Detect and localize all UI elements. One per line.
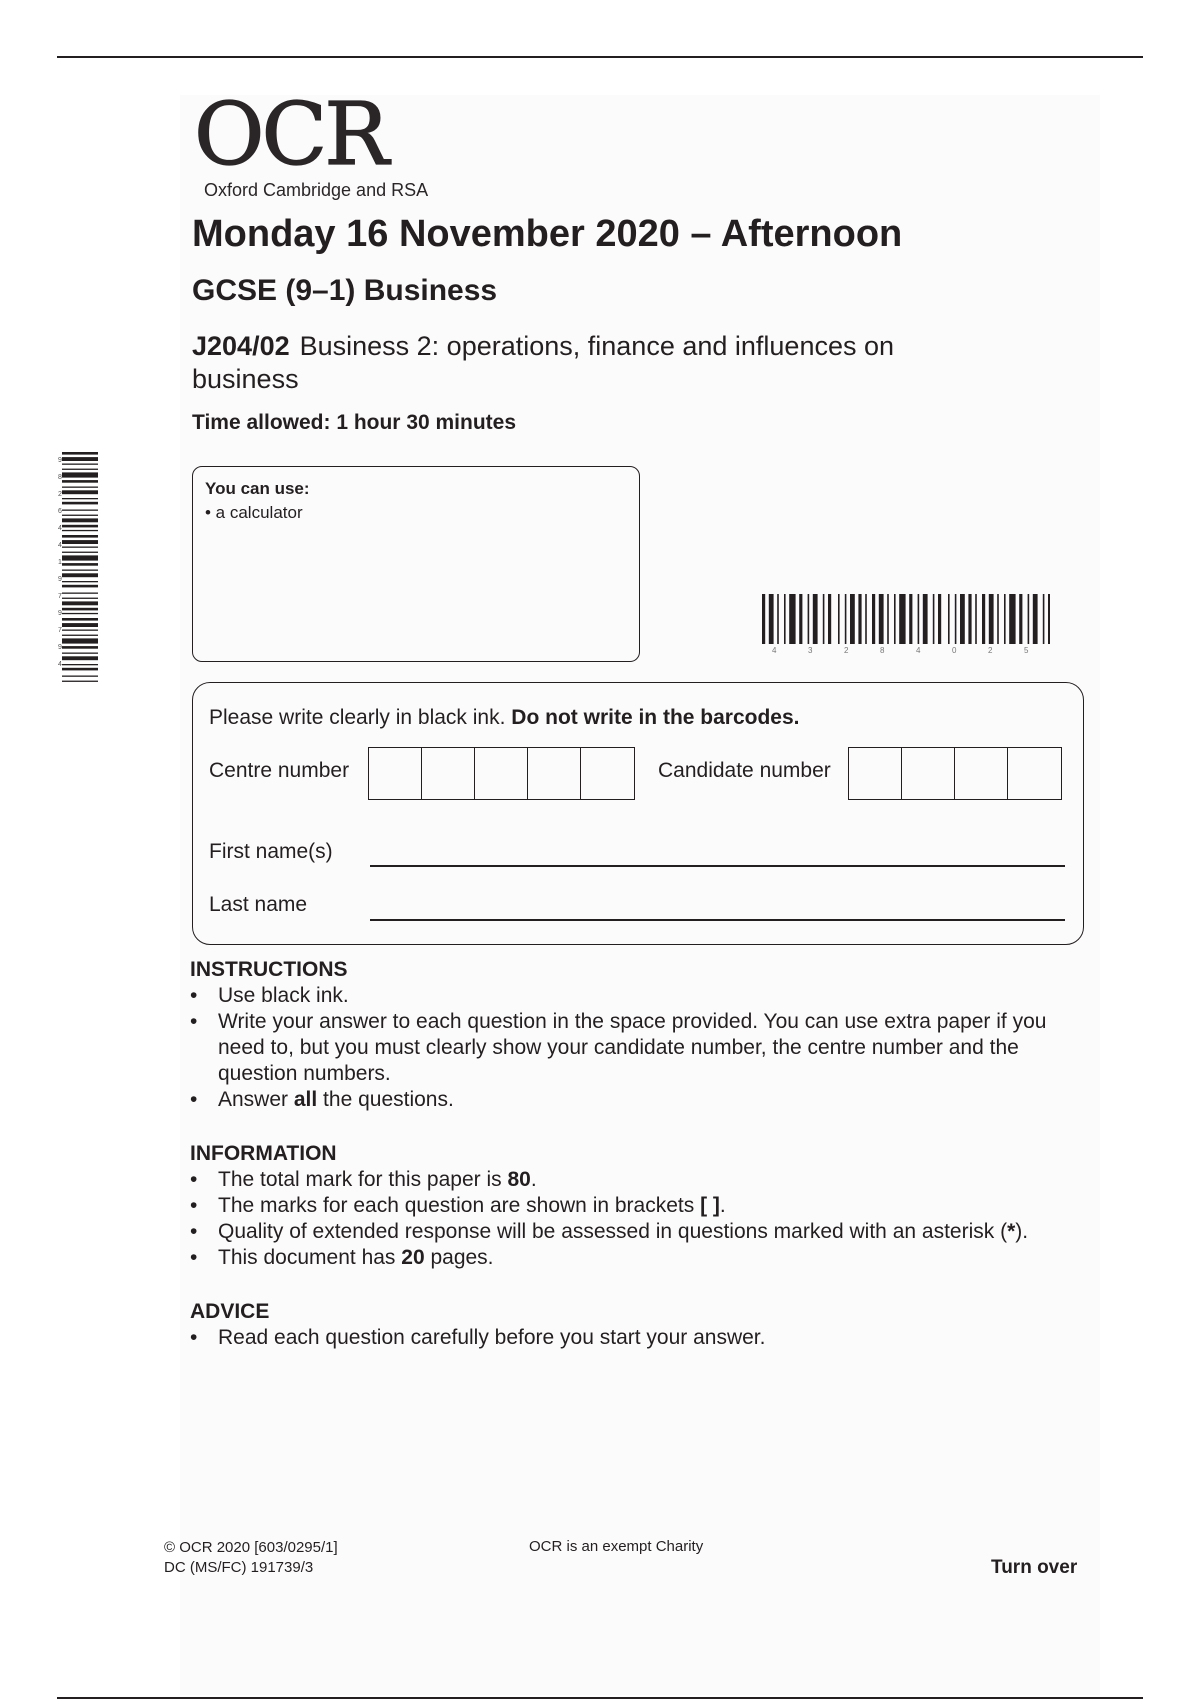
- you-can-use-item: • a calculator: [205, 503, 303, 522]
- barcode-bar: [62, 573, 98, 577]
- time-allowed: Time allowed: 1 hour 30 minutes: [192, 411, 517, 434]
- barcode-bar: [879, 594, 884, 644]
- barcode-bar: [948, 594, 950, 644]
- first-name-label: First name(s): [209, 840, 333, 863]
- candidate-number-field[interactable]: [848, 747, 1062, 800]
- barcode-bar: [62, 613, 98, 614]
- barcode-bar: [872, 594, 875, 644]
- barcode-bar: [918, 594, 920, 644]
- advice-section: [190, 1299, 1090, 1351]
- barcode-bar: [858, 594, 861, 644]
- main-barcode-digit: 3: [808, 646, 813, 654]
- barcode-bar: [989, 594, 994, 644]
- side-barcode-digit: 4: [58, 525, 62, 532]
- charity-note: OCR is an exempt Charity: [529, 1538, 704, 1555]
- advice-item: • Read each question carefully before you start your answer.: [190, 1326, 766, 1349]
- top-rule: [57, 56, 1143, 58]
- barcode-bar: [62, 618, 98, 621]
- barcode-bar: [933, 594, 935, 644]
- barcode-bar: [62, 535, 98, 538]
- barcode-bar: [62, 630, 98, 631]
- main-barcode-digit: 4: [772, 646, 777, 654]
- barcode-bar: [865, 594, 867, 644]
- side-barcode-digit: 7: [58, 593, 62, 600]
- information-item: • The marks for each question are shown in brackets [ ].: [190, 1194, 726, 1217]
- barcode-bar: [62, 457, 98, 461]
- barcode-bar: [62, 490, 98, 494]
- paper-code: J204/02: [192, 331, 290, 361]
- barcode-bar: [62, 552, 98, 553]
- barcode-bar: [828, 594, 831, 644]
- barcode-bar: [62, 510, 98, 511]
- barcode-bar: [799, 594, 802, 644]
- barcode-bar: [62, 555, 98, 560]
- centre-digit-cell[interactable]: [475, 748, 528, 799]
- ink-instruction-text: Please write clearly in black ink.: [209, 706, 512, 729]
- barcode-bar: [62, 635, 98, 636]
- qualification-title: GCSE (9–1) Business: [192, 274, 498, 307]
- barcode-bar: [1019, 594, 1022, 644]
- centre-digit-cell[interactable]: [528, 748, 581, 799]
- barcode-bar: [62, 653, 98, 654]
- barcode-bar: [62, 530, 98, 531]
- instruction-item: • Write your answer to each question in the space provided. You can use extra paper if you need to, but you must clearly show your candidate number, the centre number and the question numbers.: [190, 1010, 1047, 1085]
- ink-instruction: [209, 706, 800, 730]
- barcode-bar: [62, 668, 98, 671]
- you-can-use-box: [192, 466, 640, 662]
- candidate-digit-cell[interactable]: [1008, 748, 1061, 799]
- logo-mark: OCR: [194, 85, 387, 185]
- side-barcode-digit: 1: [58, 559, 62, 566]
- barcode-bar: [62, 469, 98, 470]
- barcode-bar: [62, 598, 98, 599]
- barcode-warning: Do not write in the barcodes.: [511, 706, 800, 729]
- document-reference: DC (MS/FC) 191739/3: [164, 1559, 314, 1576]
- barcode-bar: [62, 515, 98, 516]
- barcode-bar: [1028, 594, 1030, 644]
- barcode-bar: [899, 594, 905, 644]
- barcode-bar: [997, 594, 999, 644]
- instructions-heading: INSTRUCTIONS: [190, 958, 348, 981]
- candidate-number-label: Candidate number: [658, 759, 831, 782]
- bottom-rule: [57, 1697, 1143, 1699]
- centre-digit-cell[interactable]: [581, 748, 634, 799]
- side-barcode: [56, 452, 98, 682]
- barcode-bar: [62, 452, 98, 455]
- logo-subtitle: Oxford Cambridge and RSA: [204, 180, 429, 200]
- barcode-bar: [62, 638, 98, 643]
- side-barcode-digit: 7: [58, 627, 62, 634]
- barcode-bar: [62, 623, 98, 627]
- information-heading: INFORMATION: [190, 1142, 337, 1165]
- footer-copyright: [164, 1538, 338, 1578]
- centre-digit-cell[interactable]: [369, 748, 422, 799]
- advice-heading: ADVICE: [190, 1300, 270, 1323]
- barcode-bar: [62, 676, 98, 677]
- barcode-bar: [62, 518, 98, 522]
- barcode-bar: [62, 608, 98, 611]
- barcode-bar: [784, 594, 786, 644]
- barcode-bar: [62, 681, 98, 682]
- barcode-bar: [62, 480, 98, 483]
- barcode-bar: [955, 594, 957, 644]
- copyright-text: © OCR 2020 [603/0295/1]: [164, 1539, 338, 1556]
- side-barcode-digit: 9: [58, 576, 62, 583]
- main-barcode-digit: 2: [988, 646, 993, 654]
- side-barcode-digit: 4: [58, 661, 62, 668]
- side-barcode-digit: 9: [58, 610, 62, 617]
- side-barcode-digit: 9: [58, 644, 62, 651]
- instruction-item: • Use black ink.: [190, 984, 349, 1007]
- first-name-field[interactable]: [370, 865, 1065, 867]
- exam-date: Monday 16 November 2020 – Afternoon: [192, 213, 903, 255]
- information-item: • This document has 20 pages.: [190, 1246, 494, 1269]
- centre-number-label: Centre number: [209, 759, 350, 782]
- barcode-bar: [887, 594, 889, 644]
- main-barcode-digit: 4: [916, 646, 921, 654]
- barcode-bar: [62, 656, 98, 660]
- side-barcode-digit: 6: [58, 508, 62, 515]
- main-barcode-digit: 2: [844, 646, 849, 654]
- instructions-section: [190, 957, 1090, 1113]
- barcode-bar: [960, 594, 965, 644]
- ocr-logo: [194, 85, 429, 201]
- barcode-bar: [1009, 594, 1015, 644]
- barcode-bar: [62, 581, 98, 582]
- barcode-bar: [938, 594, 941, 644]
- barcode-bar: [62, 547, 98, 548]
- barcode-bar: [62, 570, 98, 571]
- side-barcode-digit: 2: [58, 491, 62, 498]
- barcode-bar: [62, 498, 98, 499]
- candidate-digit-cell[interactable]: [902, 748, 955, 799]
- barcode-bar: [1048, 594, 1050, 644]
- main-barcode-digit: 8: [880, 646, 885, 654]
- barcode-bar: [769, 594, 774, 644]
- barcode-bar: [968, 594, 971, 644]
- barcode-bar: [777, 594, 779, 644]
- barcode-bar: [62, 525, 98, 528]
- barcode-bar: [1033, 594, 1038, 644]
- main-barcode-digit: 0: [952, 646, 957, 654]
- main-barcode-digit: 5: [1024, 646, 1029, 654]
- barcode-bar: [975, 594, 977, 644]
- barcode-bar: [845, 594, 847, 644]
- barcode-bar: [808, 594, 810, 644]
- barcode-bar: [62, 502, 98, 505]
- you-can-use-heading: You can use:: [205, 479, 310, 498]
- last-name-field[interactable]: [370, 919, 1065, 921]
- barcode-bar: [982, 594, 985, 644]
- main-barcode: [762, 594, 1050, 654]
- side-barcode-digit: 8: [58, 474, 62, 481]
- barcode-bar: [850, 594, 855, 644]
- barcode-bar: [789, 594, 795, 644]
- information-item: • The total mark for this paper is 80.: [190, 1168, 537, 1191]
- barcode-bar: [62, 464, 98, 465]
- candidate-digit-cell[interactable]: [955, 748, 1008, 799]
- candidate-digit-cell[interactable]: [849, 748, 902, 799]
- paper-title-block: [192, 330, 972, 396]
- information-item: • Quality of extended response will be assessed in questions marked with an asterisk (*).: [190, 1220, 1029, 1243]
- barcode-bar: [62, 585, 98, 588]
- side-barcode-digit: 9: [58, 457, 62, 464]
- paper-title: Business 2: operations, finance and influences on business: [192, 331, 895, 394]
- barcode-bar: [62, 664, 98, 665]
- barcode-bar: [62, 601, 98, 605]
- instruction-item: • Answer all the questions.: [190, 1088, 454, 1111]
- barcode-bar: [894, 594, 896, 644]
- last-name-label: Last name: [209, 893, 308, 916]
- barcode-bar: [923, 594, 928, 644]
- barcode-bar: [62, 646, 98, 649]
- barcode-bar: [838, 594, 840, 644]
- centre-digit-cell[interactable]: [422, 748, 475, 799]
- barcode-bar: [62, 487, 98, 488]
- barcode-bar: [62, 593, 98, 594]
- barcode-bar: [813, 594, 818, 644]
- barcode-bar: [1004, 594, 1006, 644]
- barcode-bar: [823, 594, 825, 644]
- information-section: [190, 1141, 1090, 1271]
- barcode-bar: [1043, 594, 1045, 644]
- barcode-bar: [62, 472, 98, 477]
- centre-number-field[interactable]: [368, 747, 635, 800]
- turn-over-label: Turn over: [991, 1557, 1078, 1578]
- barcode-bar: [762, 594, 765, 644]
- barcode-bar: [62, 540, 98, 544]
- barcode-bar: [909, 594, 912, 644]
- side-barcode-digit: 4: [58, 542, 62, 549]
- barcode-bar: [62, 563, 98, 566]
- candidate-details-box: [192, 682, 1084, 945]
